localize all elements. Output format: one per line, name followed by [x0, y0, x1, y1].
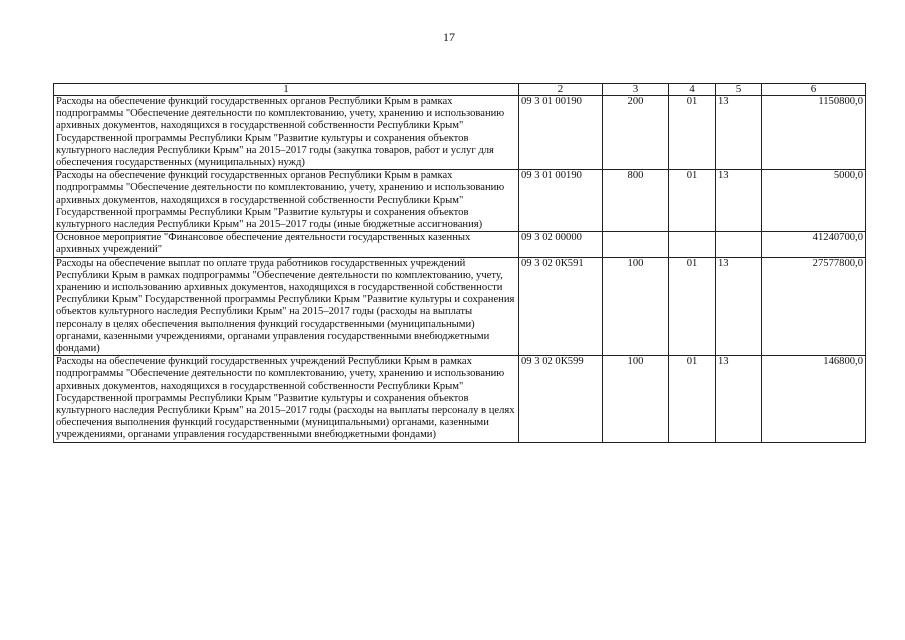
row-col3: 100 — [603, 356, 669, 442]
row-description: Расходы на обеспечение функций государственных учреждений Республики Крым в рамках подпрограммы "Обеспечение деятельности по комплектованию, учету, хранению и использованию архивных документов, находящихся в государственной собственности Республики Крым" Государственной программы Республики Крым "Развитие культуры и сохранения объектов культурного наследия Республики Крым" на 2015–2017 годы (расходы на выплаты персоналу в целях обеспечения выполнения функций государственными (муниципальными) органами, казенными учреждениями, органами управления государственными внебюджетными фондами) — [54, 356, 519, 442]
row-col5 — [716, 232, 762, 257]
column-header-5: 5 — [716, 84, 762, 96]
budget-table — [53, 83, 866, 443]
row-col4: 01 — [669, 96, 716, 170]
row-col3: 800 — [603, 170, 669, 232]
row-description: Основное мероприятие "Финансовое обеспечение деятельности государственных казенных архивных учреждений" — [54, 232, 519, 257]
row-col3 — [603, 232, 669, 257]
row-col3: 100 — [603, 257, 669, 356]
page-number: 17 — [443, 30, 455, 44]
row-code: 09 3 02 0К599 — [519, 356, 603, 442]
table-row — [54, 356, 866, 442]
table-row — [54, 96, 866, 170]
row-col3: 200 — [603, 96, 669, 170]
row-amount: 5000,0 — [762, 170, 866, 232]
row-col5: 13 — [716, 170, 762, 232]
table-row — [54, 232, 866, 257]
table-header-row — [54, 84, 866, 96]
row-code: 09 3 02 0К591 — [519, 257, 603, 356]
row-amount: 1150800,0 — [762, 96, 866, 170]
column-header-3: 3 — [603, 84, 669, 96]
column-header-6: 6 — [762, 84, 866, 96]
column-header-4: 4 — [669, 84, 716, 96]
table-row — [54, 257, 866, 356]
row-col4: 01 — [669, 257, 716, 356]
row-description: Расходы на обеспечение функций государственных органов Республики Крым в рамках подпрограммы "Обеспечение деятельности по комплектованию, учету, хранению и использованию архивных документов, находящихся в государственной собственности Республики Крым" Государственной программы Республики Крым "Развитие культуры и сохранения объектов культурного наследия Республики Крым" на 2015–2017 годы (закупка товаров, работ и услуг для обеспечения государственных (муниципальных) нужд) — [54, 96, 519, 170]
row-amount: 41240700,0 — [762, 232, 866, 257]
row-description: Расходы на обеспечение функций государственных органов Республики Крым в рамках подпрограммы "Обеспечение деятельности по комплектованию, учету, хранению и использованию архивных документов, находящихся в государственной собственности Республики Крым" Государственной программы Республики Крым "Развитие культуры и сохранения объектов культурного наследия Республики Крым" на 2015–2017 годы (иные бюджетные ассигнования) — [54, 170, 519, 232]
row-col5: 13 — [716, 96, 762, 170]
row-col4: 01 — [669, 170, 716, 232]
row-amount: 27577800,0 — [762, 257, 866, 356]
column-header-2: 2 — [519, 84, 603, 96]
row-description: Расходы на обеспечение выплат по оплате труда работников государственных учреждений Республики Крым в рамках подпрограммы "Обеспечение деятельности по комплектованию, учету, хранению и использованию архивных документов, находящихся в государственной собственности Республики Крым" Государственной программы Республики Крым "Развитие культуры и сохранения объектов культурного наследия Республики Крым" на 2015–2017 годы (расходы на выплаты персоналу в целях обеспечения выполнения функций государственными (муниципальными) органами, казенными учреждениями, органами управления государственными внебюджетными фондами) — [54, 257, 519, 356]
row-amount: 146800,0 — [762, 356, 866, 442]
row-code: 09 3 02 00000 — [519, 232, 603, 257]
row-code: 09 3 01 00190 — [519, 170, 603, 232]
column-header-1: 1 — [54, 84, 519, 96]
row-col4 — [669, 232, 716, 257]
row-code: 09 3 01 00190 — [519, 96, 603, 170]
table-row — [54, 170, 866, 232]
row-col4: 01 — [669, 356, 716, 442]
row-col5: 13 — [716, 356, 762, 442]
row-col5: 13 — [716, 257, 762, 356]
